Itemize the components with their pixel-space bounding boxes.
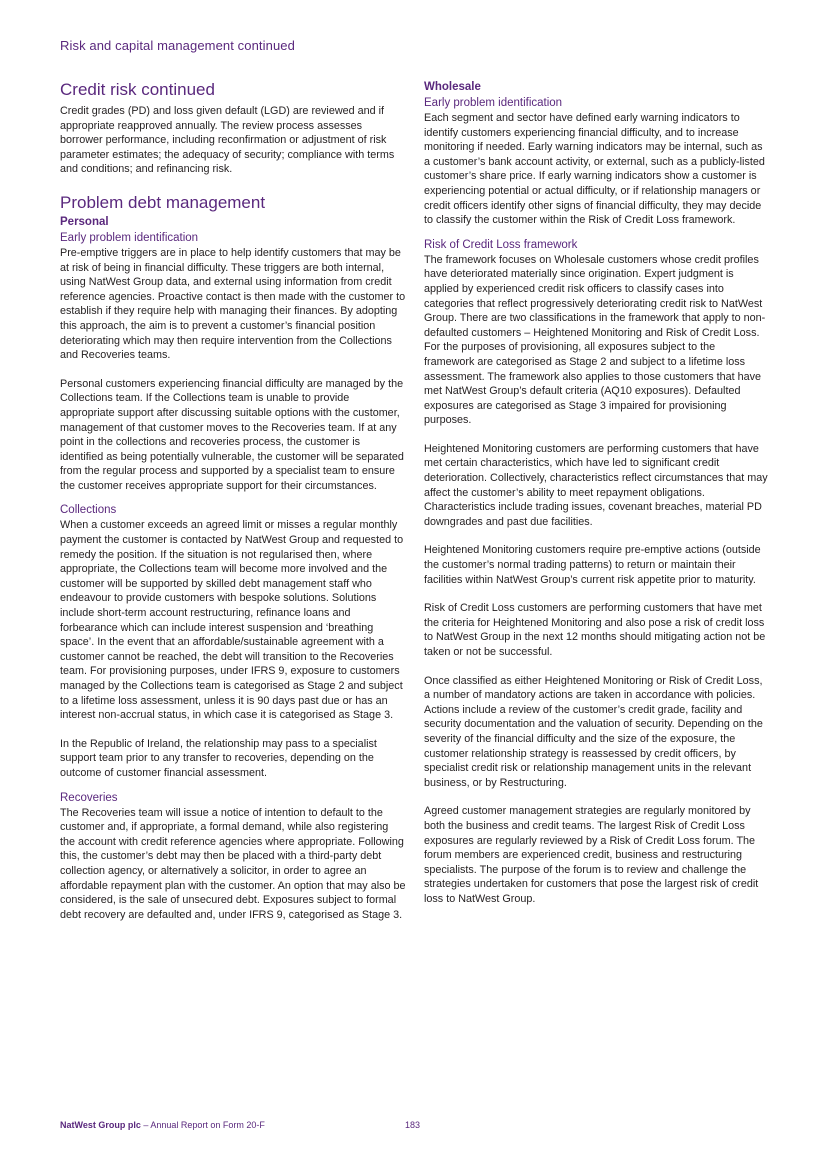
early-problem-paragraph-personal: Pre-emptive triggers are in place to help identify customers that may be at risk of being in financial difficulty. These triggers are both internal, using NatWest Group data, and external using information from credit reference agencies. Proactive contact is then made with the customer to establish if they require help with managing their finances. By adopting this approach, the aim is to prevent a customer’s financial position deteriorating which may then require intervention from the Collections and Recoveries teams.	[60, 246, 406, 362]
collections-heading: Collections	[60, 504, 117, 517]
agreed-strategies-paragraph: Agreed customer management strategies are regularly monitored by both the business and credit teams. The largest Risk of Credit Loss exposures are regularly reviewed by a Risk of Credit Loss forum. The forum members are experienced credit, business and restructuring specialists. The purpose of the forum is to review and challenge the strategies undertaken for customers that pose the largest risk of credit loss to NatWest Group.	[424, 805, 759, 905]
ireland-paragraph: In the Republic of Ireland, the relationship may pass to a specialist support team prior to any transfer to recoveries, depending on the outcome of customer financial assessment.	[60, 737, 377, 779]
personal-heading: Personal	[60, 215, 109, 228]
rocl-framework-heading: Risk of Credit Loss framework	[424, 238, 578, 251]
problem-debt-heading: Problem debt management	[60, 192, 266, 212]
right-column	[424, 80, 768, 907]
rocl-framework-paragraph: The framework focuses on Wholesale customers whose credit profiles have deteriorated materially since origination. Expert judgment is applied by experienced credit risk officers to classify cases into categories that reflect progressively deteriorating credit risk to NatWest Group. There are two classifications in the framework that apply to non-defaulted customers – Heightened Monitoring and Risk of Credit Loss. For the purposes of provisioning, all exposures subject to the framework are categorised as Stage 2 and subject to a lifetime loss assessment. The framework also applies to those customers that have met NatWest Group’s default criteria (AQ10 exposures). Defaulted exposures are categorised as Stage 3 impaired for provisioning purposes.	[424, 253, 766, 427]
heightened-monitoring-paragraph-1: Heightened Monitoring customers are performing customers that have met certain characteristics, which have led to significant credit deterioration. Collectively, characteristics reflect circumstances that may affect the customer’s ability to meet repayment obligations. Characteristics include trading issues, covenant breaches, material PD downgrades and past due facilities.	[424, 442, 768, 528]
rocl-customers-paragraph: Risk of Credit Loss customers are performing customers that have met the criteria for Heightened Monitoring and also pose a risk of credit loss to NatWest Group in the next 12 months should mitigating action not be taken or not be successful.	[424, 602, 766, 658]
credit-risk-paragraph: Credit grades (PD) and loss given default (LGD) are reviewed and if appropriate reapproved annually. The review process assesses borrower performance, including reconfirmation or adjustment of risk parameter estimates; the adequacy of security; compliance with terms and conditions; and refinancing risk.	[60, 105, 395, 176]
footer-report: Annual Report on Form 20-F	[150, 1120, 265, 1130]
personal-customers-paragraph: Personal customers experiencing financial difficulty are managed by the Collections team. If the Collections team is unable to provide appropriate support after discussing suitable options with the customer, management of that customer moves to the Recoveries team. If at any point in the collections and recoveries process, the customer is identified as being potentially vulnerable, the customer will be separated from the regular process and supported by a specialist team to ensure the customer receives appropriate support for their circumstances.	[60, 377, 404, 492]
footer-separator: –	[140, 1120, 151, 1130]
credit-risk-heading: Credit risk continued	[60, 80, 215, 99]
recoveries-heading: Recoveries	[60, 791, 118, 804]
running-header: Risk and capital management continued	[60, 38, 295, 53]
wholesale-heading: Wholesale	[424, 81, 481, 93]
recoveries-paragraph: The Recoveries team will issue a notice of intention to default to the customer and, if appropriate, a formal demand, while also registering the account with credit reference agencies where appropriate. Following this, the customer’s debt may then be placed with a third-party debt collection agency, or alternatively a solicitor, in order to agree an affordable repayment plan with the customer. An option that may also be considered, is the sale of unsecured debt. Exposures subject to formal debt recovery are defaulted and, under IFRS 9, categorised as Stage 3.	[60, 806, 406, 921]
footer-company: NatWest Group plc	[60, 1120, 141, 1130]
early-problem-heading-personal: Early problem identification	[60, 231, 199, 244]
left-column	[60, 80, 406, 922]
classified-actions-paragraph: Once classified as either Heightened Monitoring or Risk of Credit Loss, a number of mandatory actions are taken in accordance with policies. Actions include a review of the customer’s credit grade, facility and security documentation and the valuation of security. Depending on the severity of the financial difficulty and the size of the exposure, the customer relationship strategy is reassessed by credit officers, by specialist credit risk or relationship management units in the relevant business, or by Restructuring.	[424, 674, 763, 789]
footer	[60, 1120, 265, 1130]
page-number: 183	[405, 1120, 421, 1130]
early-problem-heading-wholesale: Early problem identification	[424, 97, 563, 109]
collections-paragraph: When a customer exceeds an agreed limit or misses a regular monthly payment the customer is contacted by NatWest Group and requested to remedy the position. If the situation is not regularised then, where appropriate, the Collections team will become more involved and the customer will be supported by skilled debt management staff who endeavour to provide customers with bespoke solutions. Solutions include short-term account restructuring, refinance loans and forbearance which can include interest suspension and ‘breathing space’. In the event that an affordable/sustainable agreement with a customer cannot be reached, the debt will transition to the Recoveries team. For provisioning purposes, under IFRS 9, exposure to customers managed by the Collections team is categorised as Stage 2 and subject to a lifetime loss assessment, unless it is 90 days past due or has an interest non-accrual status, in which case it is categorised as Stage 3.	[60, 519, 404, 722]
heightened-monitoring-paragraph-2: Heightened Monitoring customers require pre-emptive actions (outside the customer’s normal trading patterns) to return or maintain their facilities within NatWest Group’s current risk appetite prior to maturity.	[424, 544, 761, 586]
early-problem-paragraph-wholesale: Each segment and sector have defined early warning indicators to identify customers experiencing financial difficulty, and to increase monitoring if needed. Early warning indicators may be internal, such as a customer’s bank account activity, or external, such as a publicly-listed customer’s share price. If early warning indicators show a customer is experiencing potential or actual difficulty, or if relationship managers or credit officers identify other signs of financial difficulty, they may decide to classify the customer within the Risk of Credit Loss framework.	[424, 112, 765, 227]
